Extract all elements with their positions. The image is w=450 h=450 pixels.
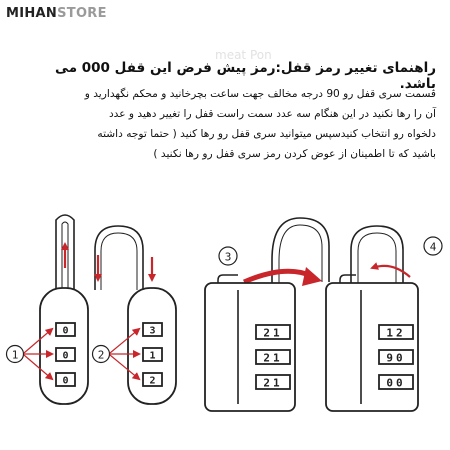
dial-digit: 00 [386, 376, 406, 390]
step-number: 1 [11, 348, 19, 362]
lock-step-2 [93, 226, 177, 404]
step-number: 2 [97, 348, 105, 362]
brand-name-part1: MIHAN [6, 6, 58, 21]
dial-digit: 0 [62, 375, 69, 387]
lock-step-1 [7, 215, 89, 404]
lock-body [326, 283, 418, 411]
step-number: 3 [224, 250, 232, 264]
instruction-line: دلخواه رو انتخاب کنیدسپس میتوانید سری قفل رو رها کنید ( حتما توجه داشته [97, 128, 436, 140]
step-number: 4 [429, 240, 437, 254]
dial-column [143, 323, 162, 387]
dial-digit: 21 [263, 326, 283, 340]
dial-digit: 0 [62, 350, 69, 362]
dial-digit: 21 [263, 351, 283, 365]
dial-digit: 0 [62, 325, 69, 337]
dial-column [379, 325, 413, 390]
dial-digit: 90 [386, 351, 406, 365]
dial-digit: 21 [263, 376, 283, 390]
instruction-line: باشید که تا اطمینان از عوض کردن رمز سری قفل رو رها نکنید ) [153, 148, 436, 160]
dial-digit: 12 [386, 326, 406, 340]
lock-step-3 [205, 218, 329, 411]
watermark: meat Pon [215, 48, 272, 62]
dial-column [256, 325, 290, 390]
lock-body [205, 283, 295, 411]
shackle [351, 226, 403, 290]
curved-arrow [244, 271, 312, 282]
shackle [95, 226, 143, 290]
instruction-line: قسمت سری قفل رو 90 درجه مخالف جهت ساعت بچرخانید و محکم نگهدارید و [84, 88, 436, 100]
lock-step-4 [326, 226, 442, 411]
shackle [272, 218, 329, 290]
brand-name-part2: STORE [57, 6, 107, 21]
dial-column [56, 323, 75, 387]
dial-digit: 3 [149, 325, 156, 337]
dial-digit: 2 [149, 375, 156, 387]
instruction-line: آن را رها نکنید در این هنگام سه عدد سمت راست قفل را تغییر دهید و عدد [108, 108, 436, 120]
curved-arrow [372, 266, 410, 277]
dial-digit: 1 [149, 350, 156, 362]
page-title: راهنمای تغییر رمز قفل:رمز پیش فرض این قفل 000 می باشد. [55, 60, 436, 92]
